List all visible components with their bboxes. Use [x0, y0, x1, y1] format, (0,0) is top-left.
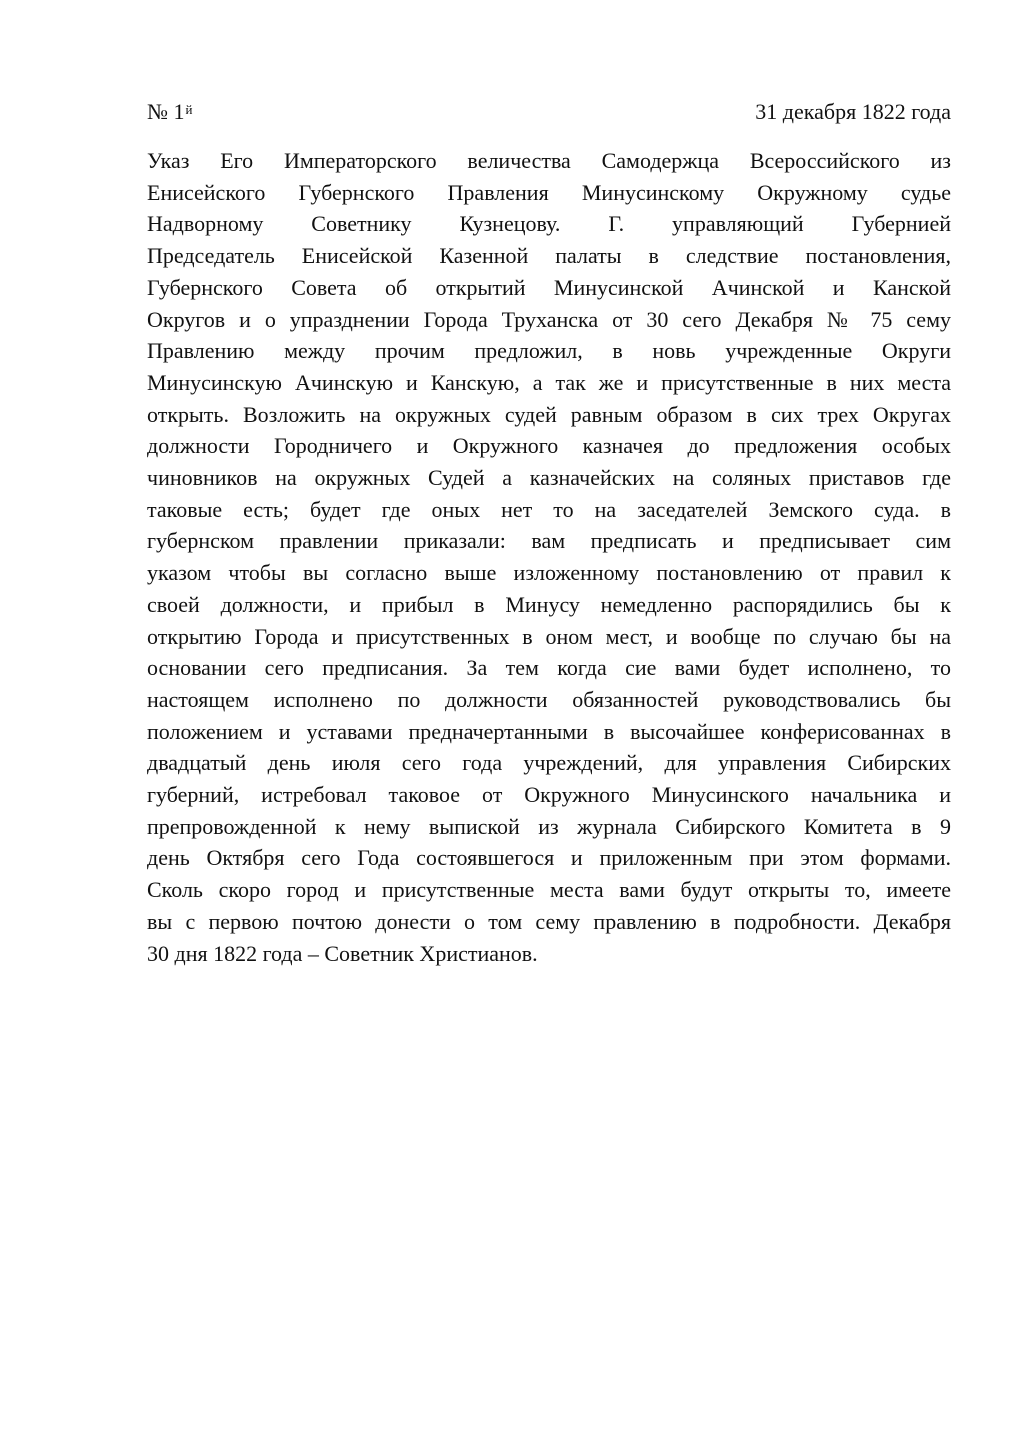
document-number-suffix: й	[185, 102, 193, 117]
body-line: препровожденной к нему выпиской из журнала Сибирского Комитета в 9	[147, 813, 951, 839]
body-line: двадцатый день июля сего года учреждений, для управления Сибирских	[147, 750, 951, 776]
body-line: открытию Города и присутственных в оном мест, и вообще по случаю бы на	[147, 623, 951, 649]
body-line: должности Городничего и Окружного казначея до предложения особых	[147, 433, 951, 459]
body-line: Правлению между прочим предложил, в новь учрежденные Округи	[147, 338, 951, 364]
body-line: Губернского Совета об открытий Минусинской Ачинской и Канской	[147, 274, 951, 300]
body-line: Минусинскую Ачинскую и Канскую, а так же и присутственные в них места	[147, 369, 951, 395]
body-line: основании сего предписания. За тем когда сие вами будет исполнено, то	[147, 655, 951, 681]
body-line: Сколь скоро город и присутственные места вами будут открыты то, имеете	[147, 877, 951, 903]
body-line: губернском правлении приказали: вам предписать и предписывает сим	[147, 528, 951, 554]
document-page	[147, 96, 951, 969]
body-line: Надворному Советнику Кузнецову. Г. управляющий Губернией	[147, 211, 951, 237]
body-line: Енисейского Губернского Правления Минусинскому Окружному судье	[147, 179, 951, 205]
body-line: чиновников на окружных Судей а казначейских на соляных приставов где	[147, 465, 951, 491]
body-line: положением и уставами предначертанными в высочайшее конферисованнах в	[147, 718, 951, 744]
body-line: настоящем исполнено по должности обязанностей руководствовались бы	[147, 686, 951, 712]
document-number-value: № 1	[147, 99, 185, 124]
body-line: день Октября сего Года состоявшегося и приложенным при этом формами.	[147, 845, 951, 871]
document-date: 31 декабря 1822 года	[755, 99, 951, 124]
body-line: вы с первою почтою донести о том сему правлению в подробности. Декабря	[147, 908, 951, 934]
body-line: указом чтобы вы согласно выше изложенному постановлению от правил к	[147, 560, 951, 586]
body-line: своей должности, и прибыл в Минусу немедленно распорядились бы к	[147, 591, 951, 617]
body-line: губерний, истребовал таковое от Окружного Минусинского начальника и	[147, 782, 951, 808]
document-number	[147, 96, 192, 127]
body-line: открыть. Возложить на окружных судей равным образом в сих трех Округах	[147, 401, 951, 427]
body-line-signature: 30 дня 1822 года – Советник Христианов.	[147, 940, 538, 966]
body-line: таковые есть; будет где оных нет то на заседателей Земского суда. в	[147, 496, 951, 522]
body-line: Указ Его Императорского величества Самодержца Всероссийского из	[147, 148, 951, 173]
body-line: Округов и о упразднении Города Труханска от 30 сего Декабря № 75 сему	[147, 306, 951, 332]
document-body	[147, 145, 951, 969]
document-header	[147, 96, 951, 127]
body-line: Председатель Енисейской Казенной палаты в следствие постановления,	[147, 243, 951, 269]
